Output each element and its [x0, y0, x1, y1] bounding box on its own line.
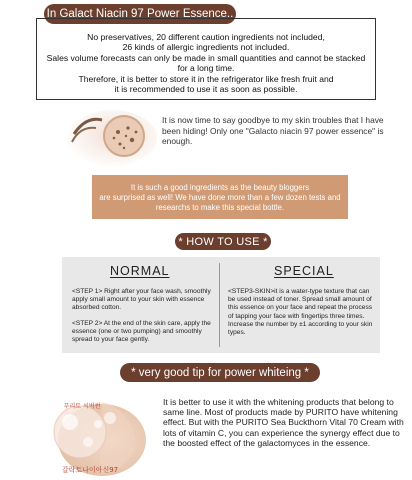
tip-text: It is better to use it with the whitening products that belong to same line. Most of products made by PURITO have whitening effect. But with the PURITO Sea Buckthorn Vital 70 Cream with lots of vitamin C, you can experience the synergy effect due to the boosted effect of the galactomyces in the essence. — [163, 397, 404, 448]
notice-line: Sales volume forecasts can only be made in small quantities and cannot be stacked — [46, 52, 366, 63]
tip-pill — [120, 363, 320, 382]
banner-line: researchs to make this special bottle. — [155, 203, 285, 212]
bubble-label-top: 푸리토 씨벅썬 — [63, 403, 101, 410]
how-to-use-title: * HOW TO USE * — [178, 235, 268, 248]
how-to-use-pill — [175, 233, 271, 250]
notice-line: it is recommended to use it as soon as possible. — [114, 84, 298, 95]
normal-heading: NORMAL — [110, 264, 170, 278]
banner-line: are surprised as well! We have done more than a few dozen tests and — [99, 193, 341, 202]
tip-title: * very good tip for power whiteing * — [131, 366, 309, 379]
normal-step-2: <STEP 2> At the end of the skin care, apply the essence (one or two pumping) and smoothly spread to your face gently. — [72, 320, 211, 344]
essence-bubble-image — [40, 388, 150, 478]
column-divider — [219, 263, 220, 347]
skin-magnifier-image — [66, 106, 158, 166]
notice-line: 26 kinds of allergic ingredients not included. — [122, 42, 290, 53]
normal-step-1: <STEP 1> Right after your face wash, smoothly apply small amount to your skin with essence absorbed cotton. — [72, 288, 211, 312]
banner-line: It is such a good ingredients as the beauty bloggers — [130, 183, 310, 192]
notice-box — [36, 18, 376, 100]
special-step: <STEP3-SKIN>it is a water-type texture that can be used instead of toner. Spread small amount of this essence on your face and repeat the process of tapping your face with fingertips three times. Increase the number by ±1 according to your skin types. — [228, 288, 373, 337]
notice-line: for a long time. — [177, 63, 235, 74]
notice-line: Therefore, it is better to store it in the refrigerator like fresh fruit and — [78, 73, 334, 84]
special-heading: SPECIAL — [274, 264, 334, 278]
notice-line: No preservatives, 20 different caution ingredients not included, — [87, 32, 325, 42]
bubble-label-bottom: 갈락토나이아신97 — [61, 466, 119, 474]
how-to-use-panel — [62, 257, 380, 353]
info-banner — [92, 175, 348, 219]
skin-trouble-text: It is now time to say goodbye to my skin troubles that I have been hiding! Only one "Galacto niacin 97 power essence" is enough. — [162, 115, 384, 147]
section-title: In Galact Niacin 97 Power Essence.. — [46, 8, 234, 20]
